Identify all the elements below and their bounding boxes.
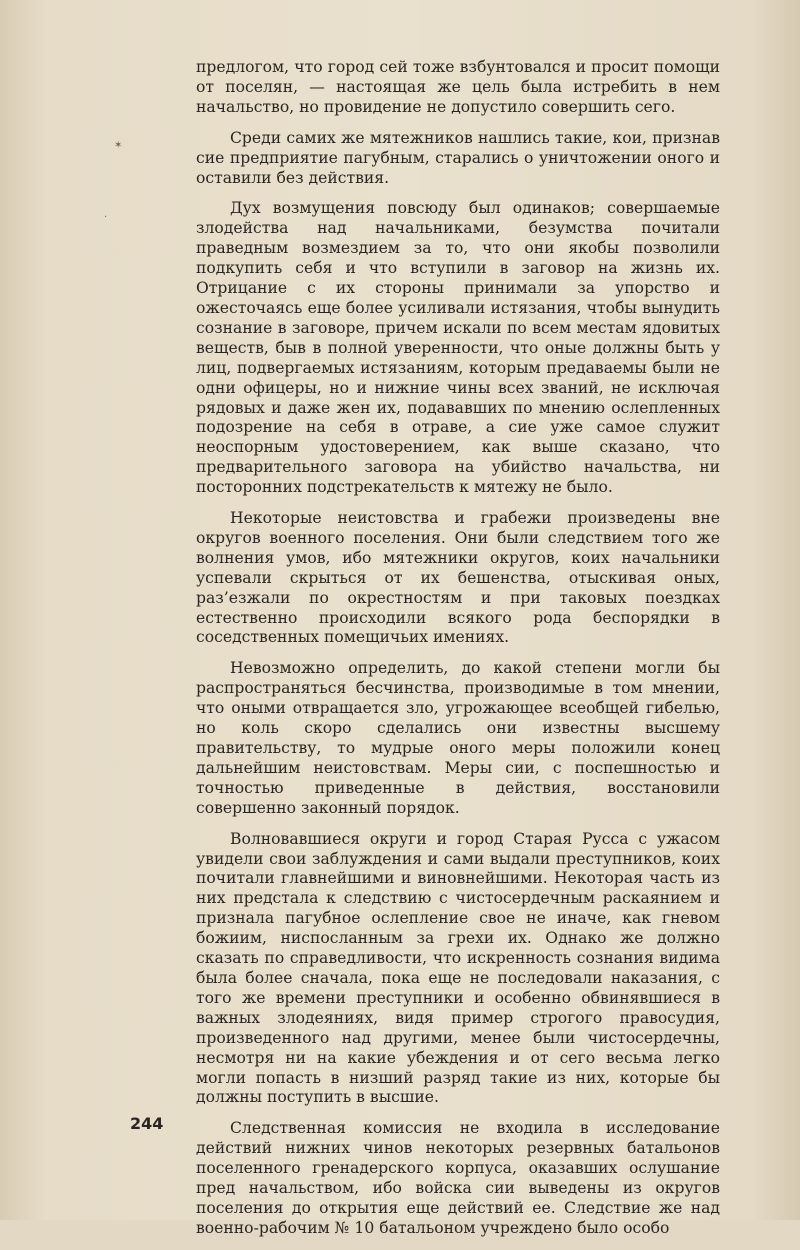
paragraph-2: Среди самих же мятежников нашлись такие, кои, признав сие предприятие пагубным, старались о уничтожении оного и оставили без действия. — [196, 128, 720, 187]
margin-speck: · — [104, 212, 108, 223]
paragraph-5: Невозможно определить, до какой степени могли бы распространяться бесчинства, производимые в том мнении, что оными отвращается зло, угрожающее всеобщей гибелью, но коль скоро сделались они известны высшему правительству, то мудрые оного меры положили конец дальнейшим неистовствам. Меры сии, с поспешностью и точностью приведенные в действия, восстановили совершенно законный порядок. — [196, 659, 720, 817]
paragraph-4: Некоторые неистовства и грабежи произведены вне округов военного поселения. Они были следствием того же волнения умов, ибо мятежники округов, коих начальники успевали скрыться от их бешенства, отыскивая оных, раз’езжали по окрестностям и при таковых поездках естественно происходили всякого рода беспорядки в соседственных помещичьих имениях. — [196, 509, 720, 647]
paragraph-6: Волновавшиеся округи и город Старая Русса с ужасом увидели свои заблуждения и сами выдали преступников, коих почитали главнейшими и виновнейшими. Некоторая часть из них предстала к следствию с чистосердечным раскаянием и признала пагубное ослепление свое не иначе, как гневом божиим, ниспосланным за грехи их. Однако же должно сказать по справедливости, что искренность сознания видима была более сначала, пока еще не последовали наказания, с того же времени преступники и особенно обвинявшиеся в важных злодеяниях, видя пример строгого правосудия, произведенного над другими, менее были чистосердечны, несмотря ни на какие убеждения и от сего весьма легко могли попасть в низший разряд такие из них, которые бы должны поступить в высшие. — [196, 829, 720, 1107]
body-text — [196, 58, 720, 1250]
paragraph-1: предлогом, что город сей тоже взбунтовался и просит помощи от поселян, — настоящая же цель была истребить в нем начальство, но провидение не допустило совершить сего. — [196, 58, 720, 116]
page-number: 244 — [130, 1114, 164, 1133]
paragraph-7: Следственная комиссия не входила в исследование действий нижних чинов некоторых резервных батальонов поселенного гренадерского корпуса, оказавших ослушание пред начальством, ибо войска сии выведены из округов поселения до открытия еще действий ее. Следствие же над военно-рабочим № 10 батальоном учреждено было особо — [196, 1119, 720, 1237]
margin-speck: ✶ — [114, 140, 123, 151]
paragraph-3: Дух возмущения повсюду был одинаков; совершаемые злодейства над начальниками, безумства почитали праведным возмездием за то, что они якобы позволили подкупить себя и что вступили в заговор на жизнь их. Отрицание с их стороны принимали за упорство и ожесточаясь еще более усиливали истязания, чтобы вынудить сознание в заговоре, причем искали по всем местам ядовитых веществ, быв в полной уверенности, что оные должны быть у лиц, подвергаемых истязаниям, которым предаваемы были не одни офицеры, но и нижние чины всех званий, не исключая рядовых и даже жен их, подававших по мнению ослепленных подозрение на себя в отраве, а сие уже самое служит неоспорным удостоверением, как выше сказано, что предварительного заговора на убийство начальства, ни посторонних подстрекательств к мятежу не было. — [196, 199, 720, 497]
